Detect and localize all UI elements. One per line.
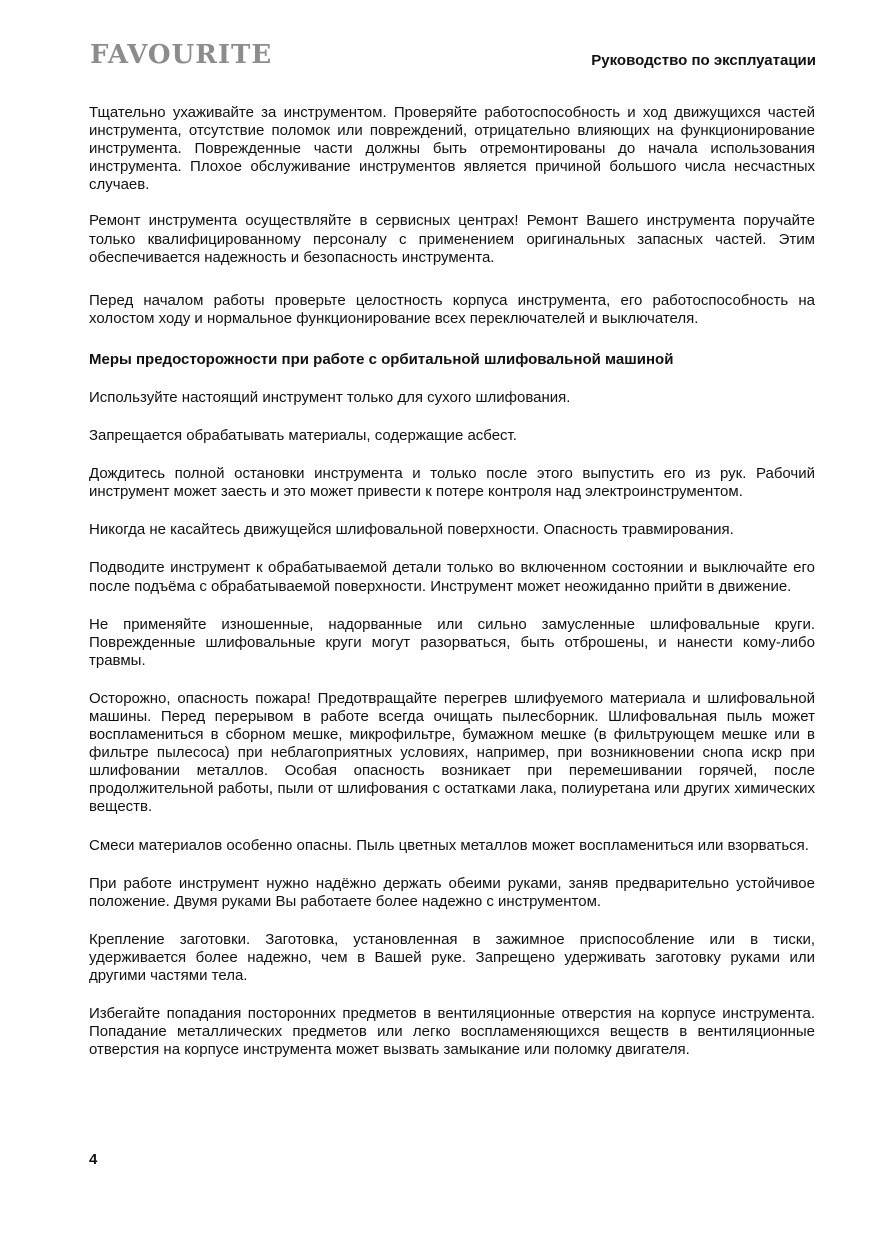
page-header-title: Руководство по эксплуатации	[591, 52, 816, 69]
paragraph-fire-hazard: Осторожно, опасность пожара! Предотвращайте перегрев шлифуемого материала и шлифовальной машины. Перед перерывом в работе всегда очищать пылесборник. Шлифовальная пыль может воспламениться в сборном мешке, микрофильтре, бумажном мешке (в фильтрующем мешке или в фильтре пылесоса) при неблагоприятных условиях, например, при возникновении снопа искр при шлифовании металлов. Особая опасность возникает при перемешивании горячей, после продолжительной работы, пыли от шлифования с остатками лака, полиуретана или других химических веществ.	[89, 689, 815, 816]
paragraph-switch-on-off: Подводите инструмент к обрабатываемой детали только во включенном состоянии и выключайте его после подъёма с обрабатываемой поверхности. Инструмент может неожиданно прийти в движение.	[89, 559, 815, 595]
paragraph-asbestos: Запрещается обрабатывать материалы, содержащие асбест.	[89, 427, 517, 445]
paragraph-full-stop: Дождитесь полной остановки инструмента и только после этого выпустить его из рук. Рабочий инструмент может заесть и это может привести к потере контроля над электроинструментом.	[89, 465, 815, 501]
brand-logo: FAVOURITE	[90, 40, 273, 70]
paragraph-material-mixtures: Смеси материалов особенно опасны. Пыль цветных металлов может воспламениться или взорваться.	[89, 836, 809, 854]
paragraph-workpiece-clamp: Крепление заготовки. Заготовка, установленная в зажимное приспособление или в тиски, удерживается более надежно, чем в Вашей руке. Запрещено удерживать заготовку руками или другими частями тела.	[89, 930, 815, 984]
page-content	[89, 104, 815, 1059]
page-number: 4	[89, 1151, 98, 1168]
paragraph-maintenance: Тщательно ухаживайте за инструментом. Проверяйте работоспособность и ход движущихся частей инструмента, отсутствие поломок или повреждений, отрицательно влияющих на функционирование инструмента. Поврежденные части должны быть отремонтированы до начала использования инструмента. Плохое обслуживание инструментов является причиной большого числа несчастных случаев.	[89, 104, 815, 194]
paragraph-do-not-touch: Никогда не касайтесь движущейся шлифовальной поверхности. Опасность травмирования.	[89, 521, 734, 539]
paragraph-check-before-work: Перед началом работы проверьте целостность корпуса инструмента, его работоспособность на холостом ходу и нормальное функционирование всех переключателей и выключателя.	[89, 291, 815, 327]
paragraph-repair: Ремонт инструмента осуществляйте в сервисных центрах! Ремонт Вашего инструмента поручайте только квалифицированному персоналу с применением оригинальных запасных частей. Этим обеспечивается надежность и безопасность инструмента.	[89, 212, 815, 266]
section-heading: Меры предосторожности при работе с орбитальной шлифовальной машиной	[89, 350, 674, 368]
paragraph-dry-sanding: Используйте настоящий инструмент только для сухого шлифования.	[89, 388, 571, 406]
paragraph-worn-discs: Не применяйте изношенные, надорванные или сильно замусленные шлифовальные круги. Поврежденные шлифовальные круги могут разорваться, быть отброшены, и нанести кому-либо травмы.	[89, 615, 815, 669]
paragraph-two-hands: При работе инструмент нужно надёжно держать обеими руками, заняв предварительно устойчивое положение. Двумя руками Вы работаете более надежно с инструментом.	[89, 874, 815, 910]
paragraph-ventilation-openings: Избегайте попадания посторонних предметов в вентиляционные отверстия на корпусе инструмента. Попадание металлических предметов или легко воспламеняющихся веществ в вентиляционные отверстия на корпусе инструмента может вызвать замыкание или поломку двигателя.	[89, 1005, 815, 1059]
